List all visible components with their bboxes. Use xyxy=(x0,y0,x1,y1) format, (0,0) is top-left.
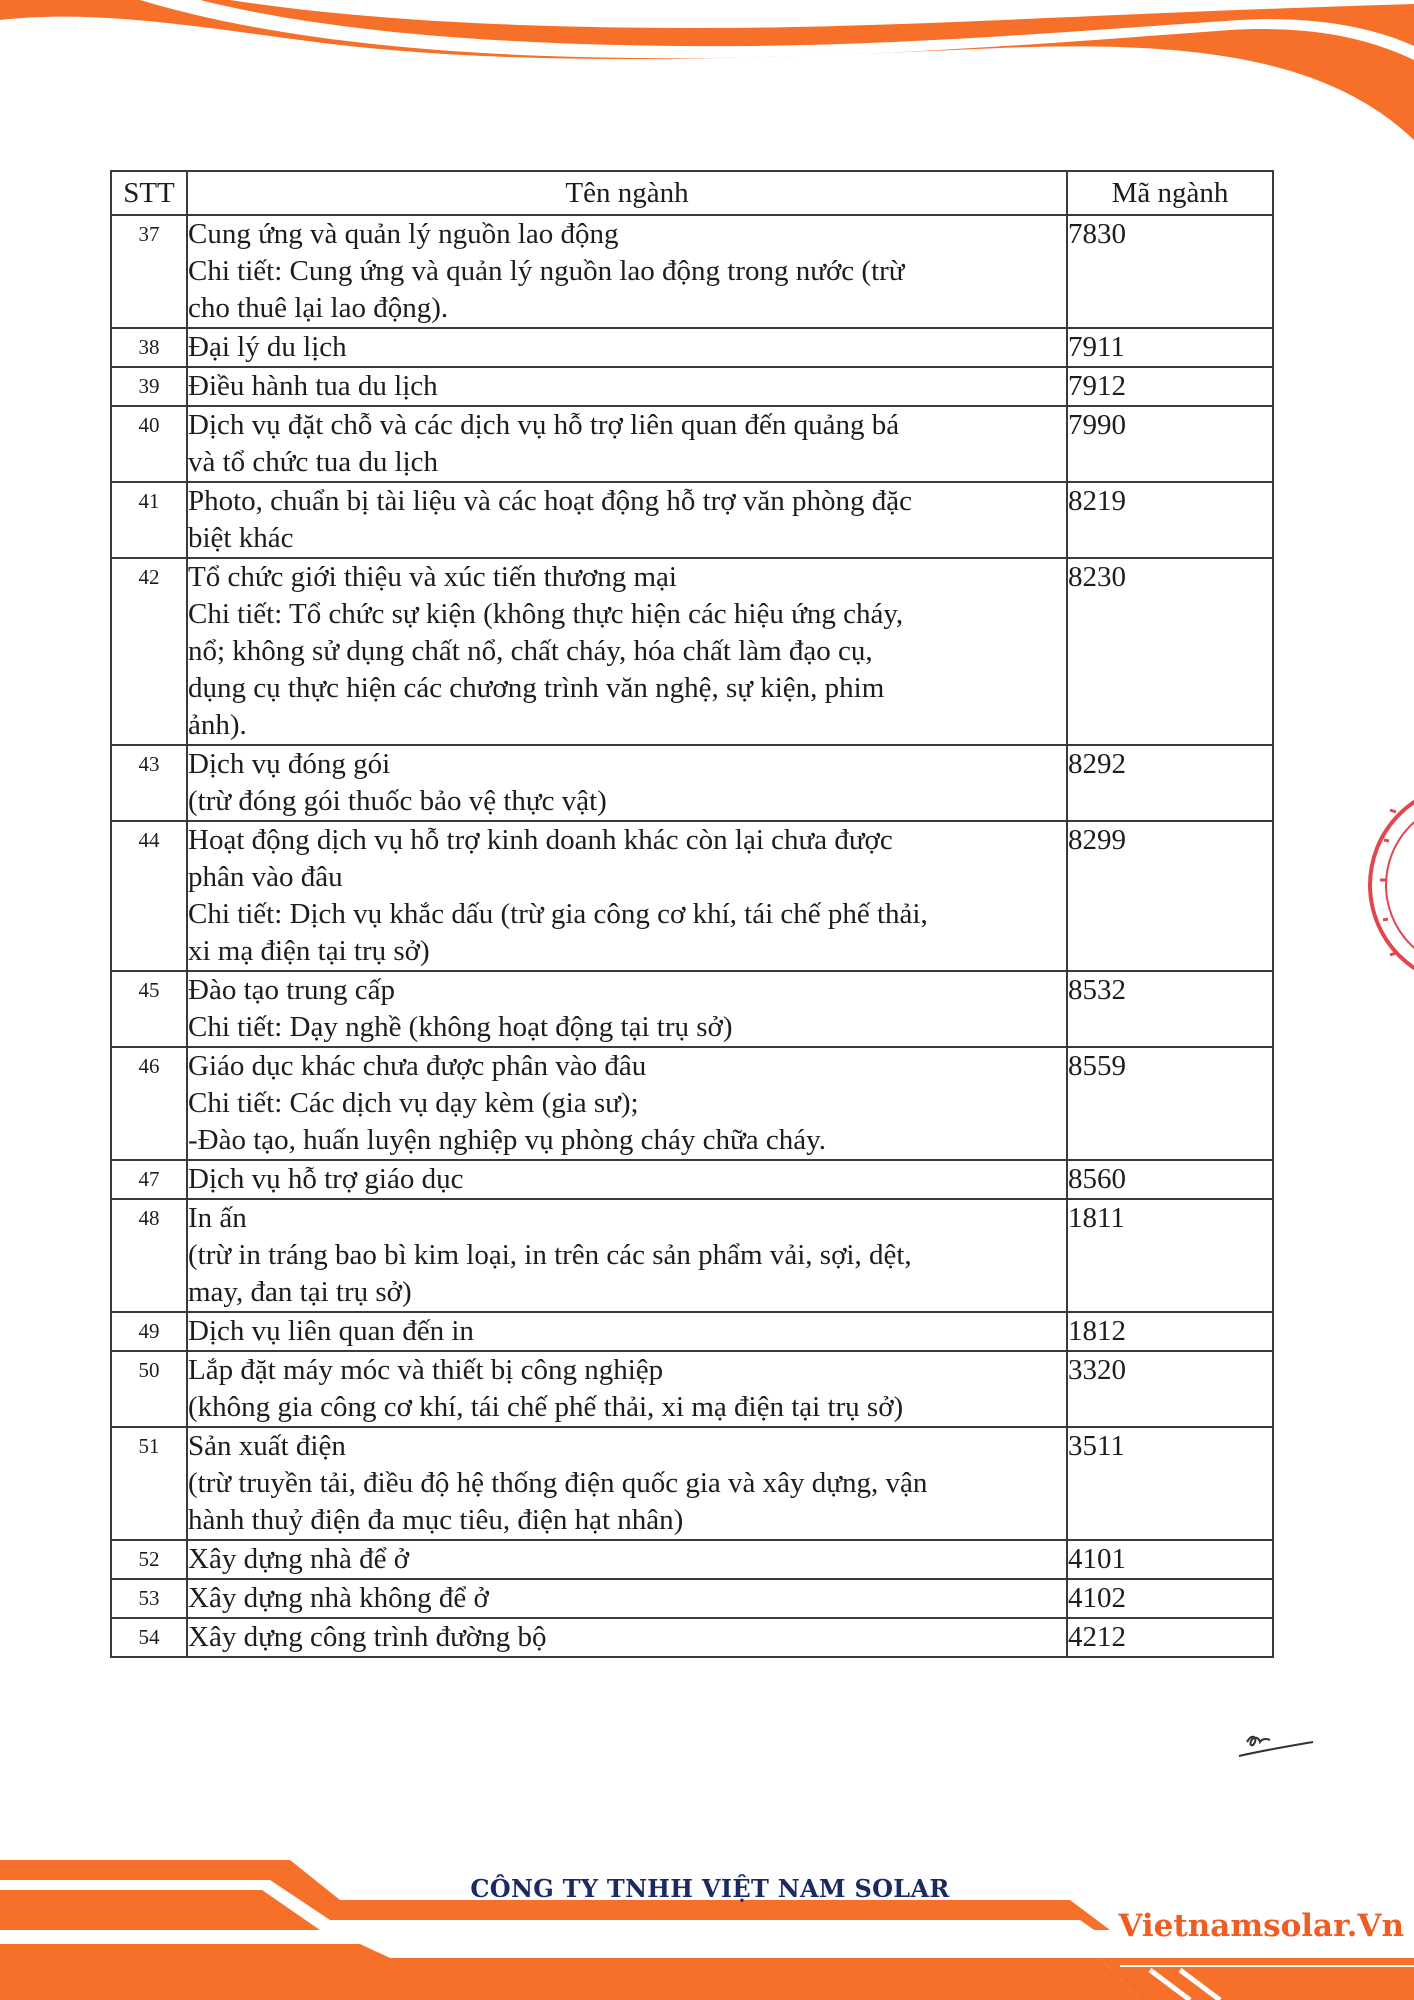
industry-name-line: -Đào tạo, huấn luyện nghiệp vụ phòng cháy chữa cháy. xyxy=(188,1124,826,1156)
industry-name-line: may, đan tại trụ sở) xyxy=(188,1276,412,1308)
row-industry-name xyxy=(187,328,1067,367)
industry-name-line: dụng cụ thực hiện các chương trình văn nghệ, sự kiện, phim xyxy=(188,672,885,704)
row-stt: 48 xyxy=(111,1199,187,1312)
top-banner xyxy=(0,0,1414,140)
industry-name-line: Chi tiết: Các dịch vụ dạy kèm (gia sư); xyxy=(188,1087,639,1119)
industry-name-line: nổ; không sử dụng chất nổ, chất cháy, hóa chất làm đạo cụ, xyxy=(188,635,873,667)
row-stt: 47 xyxy=(111,1160,187,1199)
row-industry-code: 7911 xyxy=(1067,328,1273,367)
row-stt: 51 xyxy=(111,1427,187,1540)
industry-name-line: Dịch vụ hỗ trợ giáo dục xyxy=(188,1163,464,1195)
row-industry-name xyxy=(187,745,1067,821)
industry-name-line: hành thuỷ điện đa mục tiêu, điện hạt nhân) xyxy=(188,1504,684,1536)
table-row xyxy=(111,367,1273,406)
industry-name-line: Sản xuất điện xyxy=(188,1430,346,1462)
row-industry-name xyxy=(187,1160,1067,1199)
industry-name-line: Dịch vụ đặt chỗ và các dịch vụ hỗ trợ liên quan đến quảng bá xyxy=(188,409,900,441)
table-row xyxy=(111,482,1273,558)
industry-name-line: Dịch vụ đóng gói xyxy=(188,748,391,780)
footer-website[interactable]: Vietnamsolar.Vn xyxy=(1118,1908,1404,1944)
row-industry-name xyxy=(187,1312,1067,1351)
row-stt: 41 xyxy=(111,482,187,558)
row-industry-name xyxy=(187,1199,1067,1312)
table-row xyxy=(111,745,1273,821)
row-industry-code: 8230 xyxy=(1067,558,1273,745)
industry-name-line: (không gia công cơ khí, tái chế phế thải, xi mạ điện tại trụ sở) xyxy=(188,1391,904,1423)
table-header-row xyxy=(111,171,1273,215)
industry-name-line: cho thuê lại lao động). xyxy=(188,292,449,324)
table-row xyxy=(111,406,1273,482)
industry-name-line: In ấn xyxy=(188,1202,247,1234)
header-stt: STT xyxy=(111,171,187,215)
row-industry-name xyxy=(187,367,1067,406)
industry-name-line: Đào tạo trung cấp xyxy=(188,974,395,1006)
table-row xyxy=(111,821,1273,971)
industry-name-line: Lắp đặt máy móc và thiết bị công nghiệp xyxy=(188,1354,664,1386)
table-row xyxy=(111,1579,1273,1618)
table-body xyxy=(111,215,1273,1657)
row-industry-name xyxy=(187,821,1067,971)
row-industry-name xyxy=(187,215,1067,328)
industry-name-line: (trừ in tráng bao bì kim loại, in trên các sản phẩm vải, sợi, dệt, xyxy=(188,1239,912,1271)
row-stt: 44 xyxy=(111,821,187,971)
industry-table xyxy=(110,170,1274,1658)
industry-name-line: và tổ chức tua du lịch xyxy=(188,446,439,478)
industry-name-line: Cung ứng và quản lý nguồn lao động xyxy=(188,218,619,250)
row-stt: 53 xyxy=(111,1579,187,1618)
industry-name-line: Xây dựng công trình đường bộ xyxy=(188,1621,547,1653)
row-industry-code: 3511 xyxy=(1067,1427,1273,1540)
row-industry-code: 7990 xyxy=(1067,406,1273,482)
industry-name-line: Tổ chức giới thiệu và xúc tiến thương mại xyxy=(188,561,677,593)
row-stt: 46 xyxy=(111,1047,187,1160)
row-stt: 52 xyxy=(111,1540,187,1579)
table-row xyxy=(111,1199,1273,1312)
row-industry-name xyxy=(187,1540,1067,1579)
row-stt: 37 xyxy=(111,215,187,328)
table-row xyxy=(111,1618,1273,1657)
industry-name-line: phân vào đâu xyxy=(188,861,343,893)
row-stt: 42 xyxy=(111,558,187,745)
row-industry-code: 8292 xyxy=(1067,745,1273,821)
row-stt: 49 xyxy=(111,1312,187,1351)
industry-name-line: xi mạ điện tại trụ sở) xyxy=(188,935,430,967)
row-industry-code: 3320 xyxy=(1067,1351,1273,1427)
row-stt: 38 xyxy=(111,328,187,367)
row-industry-code: 7830 xyxy=(1067,215,1273,328)
table-row xyxy=(111,1427,1273,1540)
industry-name-line: Dịch vụ liên quan đến in xyxy=(188,1315,474,1347)
industry-name-line: ảnh). xyxy=(188,709,247,741)
row-industry-code: 1812 xyxy=(1067,1312,1273,1351)
table-row xyxy=(111,1351,1273,1427)
row-industry-name xyxy=(187,1579,1067,1618)
industry-name-line: biệt khác xyxy=(188,522,294,554)
header-code: Mã ngành xyxy=(1067,171,1273,215)
row-industry-code: 8299 xyxy=(1067,821,1273,971)
row-stt: 54 xyxy=(111,1618,187,1657)
row-industry-name xyxy=(187,1427,1067,1540)
row-industry-name xyxy=(187,558,1067,745)
industry-name-line: Đại lý du lịch xyxy=(188,331,347,363)
industry-name-line: Xây dựng nhà không để ở xyxy=(188,1582,489,1614)
row-industry-name xyxy=(187,406,1067,482)
industry-name-line: Điều hành tua du lịch xyxy=(188,370,438,402)
row-industry-code: 1811 xyxy=(1067,1199,1273,1312)
industry-name-line: Photo, chuẩn bị tài liệu và các hoạt động hỗ trợ văn phòng đặc xyxy=(188,485,913,517)
row-industry-name xyxy=(187,1351,1067,1427)
row-industry-code: 4101 xyxy=(1067,1540,1273,1579)
row-industry-name xyxy=(187,482,1067,558)
row-stt: 50 xyxy=(111,1351,187,1427)
row-stt: 39 xyxy=(111,367,187,406)
company-seal xyxy=(1350,770,1414,1000)
table-row xyxy=(111,971,1273,1047)
signature xyxy=(1235,1720,1315,1760)
footer-company-name: CÔNG TY TNHH VIỆT NAM SOLAR xyxy=(470,1874,950,1903)
industry-name-line: Chi tiết: Dạy nghề (không hoạt động tại trụ sở) xyxy=(188,1011,733,1043)
row-industry-name xyxy=(187,971,1067,1047)
row-industry-code: 7912 xyxy=(1067,367,1273,406)
table-row xyxy=(111,215,1273,328)
industry-name-line: (trừ truyền tải, điều độ hệ thống điện quốc gia và xây dựng, vận xyxy=(188,1467,928,1499)
industry-name-line: Xây dựng nhà để ở xyxy=(188,1543,410,1575)
row-industry-name xyxy=(187,1047,1067,1160)
industry-name-line: Giáo dục khác chưa được phân vào đâu xyxy=(188,1050,647,1082)
industry-name-line: Hoạt động dịch vụ hỗ trợ kinh doanh khác còn lại chưa được xyxy=(188,824,893,856)
table-row xyxy=(111,558,1273,745)
row-industry-code: 8560 xyxy=(1067,1160,1273,1199)
row-stt: 40 xyxy=(111,406,187,482)
row-industry-code: 8219 xyxy=(1067,482,1273,558)
row-industry-name xyxy=(187,1618,1067,1657)
table-row xyxy=(111,328,1273,367)
row-industry-code: 4102 xyxy=(1067,1579,1273,1618)
row-industry-code: 8532 xyxy=(1067,971,1273,1047)
table-row xyxy=(111,1160,1273,1199)
industry-name-line: Chi tiết: Tổ chức sự kiện (không thực hiện các hiệu ứng cháy, xyxy=(188,598,904,630)
row-industry-code: 8559 xyxy=(1067,1047,1273,1160)
header-name: Tên ngành xyxy=(187,171,1067,215)
row-stt: 45 xyxy=(111,971,187,1047)
table-row xyxy=(111,1540,1273,1579)
table-row xyxy=(111,1047,1273,1160)
industry-name-line: (trừ đóng gói thuốc bảo vệ thực vật) xyxy=(188,785,607,817)
industry-name-line: Chi tiết: Cung ứng và quản lý nguồn lao động trong nước (trừ xyxy=(188,255,905,287)
row-industry-code: 4212 xyxy=(1067,1618,1273,1657)
table-row xyxy=(111,1312,1273,1351)
industry-name-line: Chi tiết: Dịch vụ khắc dấu (trừ gia công cơ khí, tái chế phế thải, xyxy=(188,898,928,930)
row-stt: 43 xyxy=(111,745,187,821)
